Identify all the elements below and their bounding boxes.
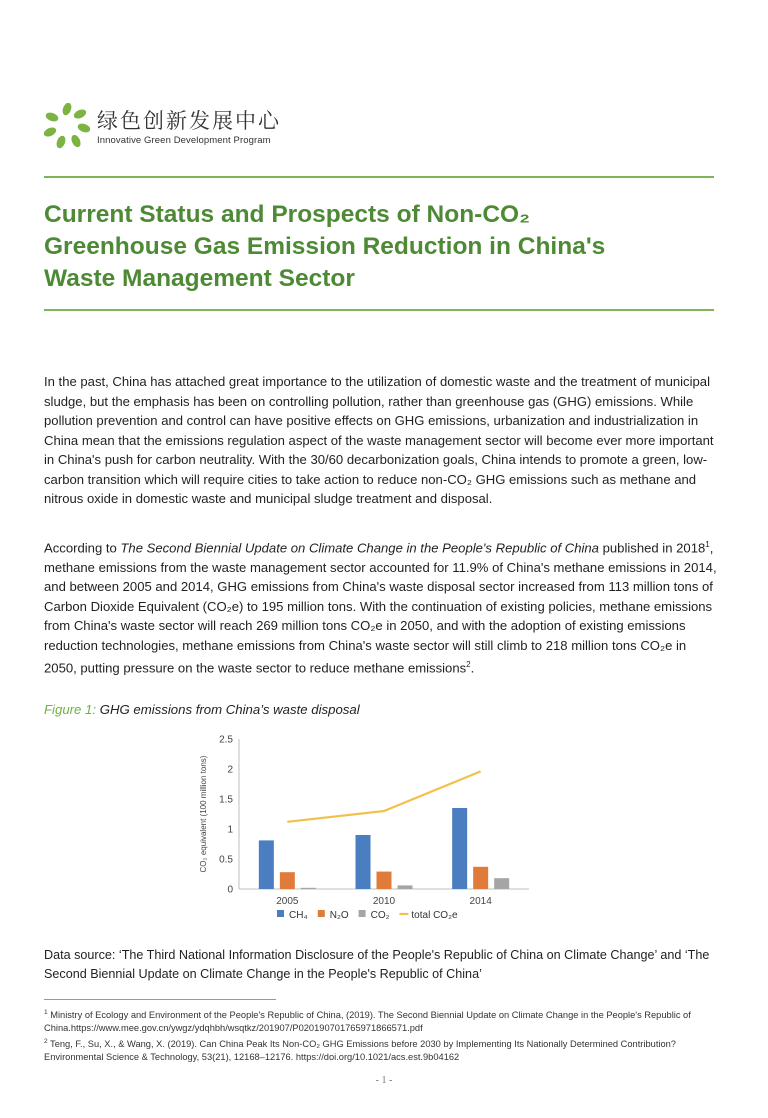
y-tick-label: 0 [227,884,233,896]
legend-label: total CO₂e [411,910,458,921]
bar-CO₂-2014 [494,878,509,889]
page-title [44,199,724,295]
footnote-1 [44,1006,734,1035]
leaf-ring-icon [44,103,90,149]
title-line-3: Waste Management Sector [44,265,355,292]
report-title: The Second Biennial Update on Climate Change in the People's Republic of China [120,540,599,556]
title-divider [44,309,714,311]
legend-label: CH₄ [289,910,308,921]
logo-chinese-text: 绿色创新发展中心 [97,109,281,133]
bar-N₂O-2014 [473,867,488,889]
footnote-2 [44,1035,734,1064]
legend-label: CO₂ [370,910,390,921]
figure-caption-text: GHG emissions from China’s waste disposal [99,702,360,717]
bar-N₂O-2010 [377,872,392,889]
ghg-emissions-chart [195,728,535,930]
footnote-divider [44,999,276,1000]
bar-N₂O-2005 [280,872,295,889]
bar-CH₄-2014 [452,808,467,889]
y-tick-label: 1 [227,824,233,836]
footnote-2-text: Teng, F., Su, X., & Wang, X. (2019). Can China Peak Its Non-CO₂ GHG Emissions before 2030 by Implementing Its Nationally Determined Contribution? Environmental Science & Technology, 53(21), 12168–12176. https://doi.org/10.1021/acs.est.9b04162 [44,1039,676,1063]
x-tick-label: 2010 [372,896,396,907]
x-tick-label: 2014 [469,896,492,907]
title-line-2: Greenhouse Gas Emission Reduction in China's [44,233,606,260]
footnote-2-number: 2 [44,1038,48,1045]
data-source: Data source: ‘The Third National Information Disclosure of the People's Republic of China on Climate Change’ and ‘The Second Biennial Update on Climate Change in the People's Republic of China’ [44,948,710,981]
para2-end: . [470,660,475,676]
footnote-1-text: Ministry of Ecology and Environment of the People's Republic of China, (2019). The Second Biennial Update on Climate Change in the People's Republic of China.https://www.mee.gov.cn/ywgz/ydqhbh/wsqtkz/201907/P020190701765971866571.pdf [44,1010,691,1034]
legend-swatch [318,910,325,917]
figure-label: Figure 1: [44,702,97,717]
bar-CH₄-2010 [356,835,371,889]
logo-english-text: Innovative Green Development Program [97,135,271,146]
title-line-1: Current Status and Prospects of Non-CO₂ [44,201,530,228]
line-total-co2e [287,771,480,821]
report-paragraph [44,535,718,678]
y-tick-label: 2 [227,764,233,776]
para2-intro: According to [44,540,121,556]
top-divider [44,176,714,178]
bar-CH₄-2005 [259,840,274,889]
header-logo [44,101,304,153]
para2-published: published in 2018 [598,540,706,556]
y-axis-label: CO₂ equivalent (100 million tons) [199,755,208,873]
y-tick-label: 2.5 [219,734,233,746]
bar-CO₂-2005 [301,888,316,889]
bar-CO₂-2010 [398,885,413,889]
figure-caption [44,702,360,717]
legend-label: N₂O [329,910,349,921]
legend-swatch [359,910,366,917]
x-tick-label: 2005 [276,896,299,907]
legend-swatch [277,910,284,917]
footnote-ref-1[interactable]: 1 [705,540,710,549]
y-tick-label: 0.5 [219,854,233,866]
footnote-1-number: 1 [44,1009,48,1016]
y-tick-label: 1.5 [219,794,233,806]
footnote-ref-2[interactable]: 2 [466,660,471,670]
page-number: - 1 - [375,1075,393,1086]
para2-body: , methane emissions from the waste management sector accounted for 11.9% of China's methane emissions in 2014, and between 2005 and 2014, GHG emissions from China's waste disposal sector increased from 113 million tons of Carbon Dioxide Equivalent (CO₂e) to 195 million tons. With the continuation of existing policies, methane emissions from China's waste sector will reach 269 million tons CO₂e in 2050, and with the adoption of existing emissions reduction technologies, methane emissions from China's waste sector will still climb to 218 million tons CO₂e in 2050, putting pressure on the waste sector to reduce methane emissions [44,540,717,676]
intro-paragraph: In the past, China has attached great importance to the utilization of domestic waste and the treatment of municipal sludge, but the emphasis has been on controlling pollution, rather than greenhouse gas (GHG) emissions. While pollution prevention and control can have positive effects on GHG emissions, urbanization and industrialization in China mean that the emissions regulation aspect of the waste management sector will become ever more important in China's push for carbon neutrality. With the 30/60 decarbonization goals, China intends to promote a green, low-carbon transition which will require cities to take action to reduce non-CO₂ GHG emissions such as methane and nitrous oxide in domestic waste and municipal sludge treatment and disposal. [44,374,714,506]
